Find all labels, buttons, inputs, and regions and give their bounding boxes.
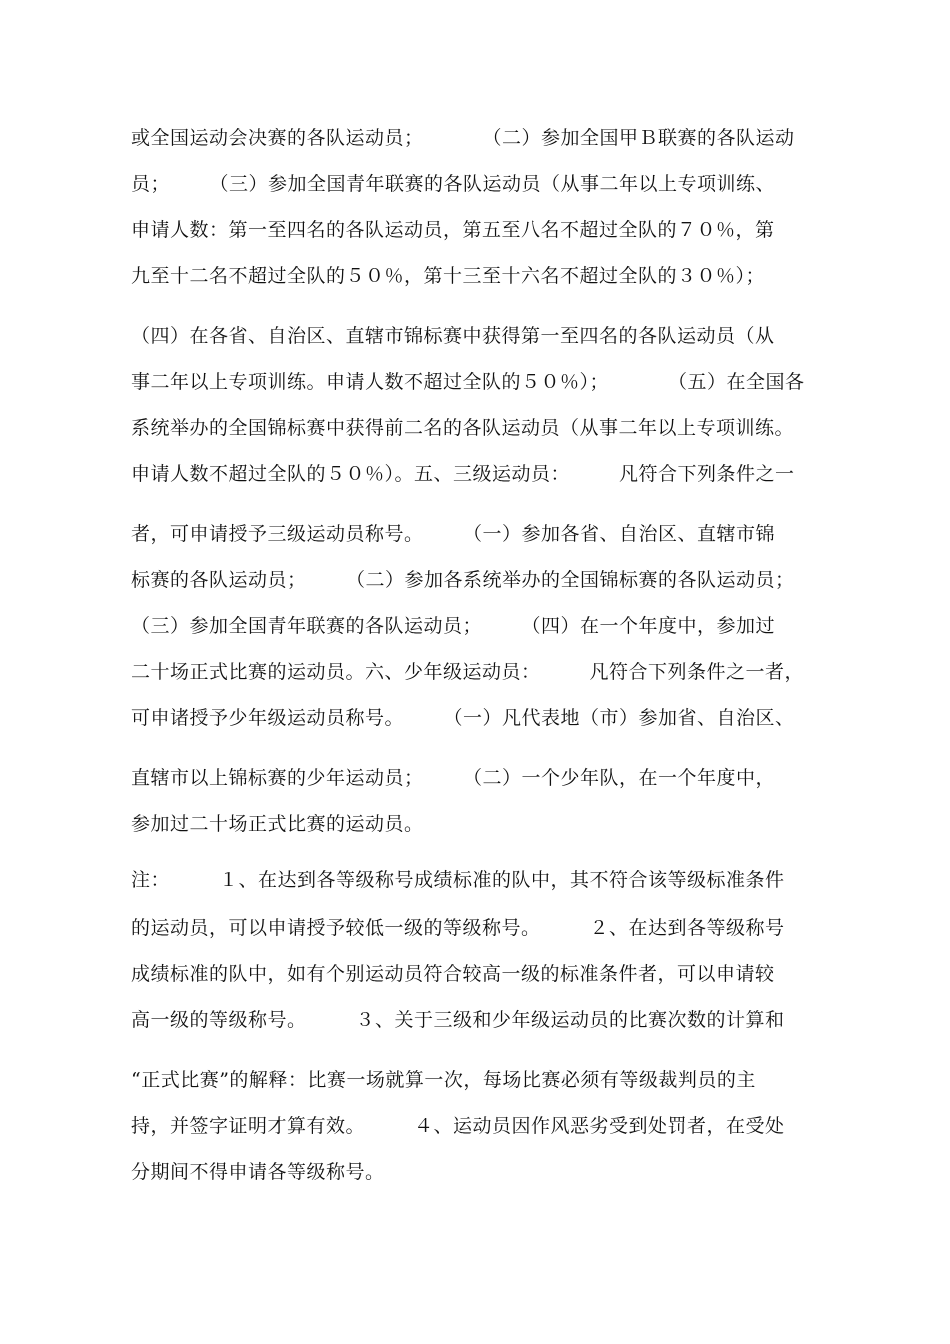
text-line: 九至十二名不超过全队的５０％，第十三至十六名不超过全队的３０％）；	[131, 265, 766, 287]
text-line: 持，并签字证明才算有效。 ４、运动员因作风恶劣受到处罚者，在受处	[131, 1115, 785, 1137]
text-line: 事二年以上专项训练。申请人数不超过全队的５０％）； （五）在全国各	[131, 371, 805, 393]
text-line: 直辖市以上锦标赛的少年运动员； （二）一个少年队，在一个年度中，	[131, 767, 776, 789]
text-line: （三）参加全国青年联赛的各队运动员； （四）在一个年度中，参加过	[131, 615, 776, 637]
text-line: 申请人数：第一至四名的各队运动员，第五至八名不超过全队的７０％，第	[131, 219, 775, 241]
text-line: 高一级的等级称号。 ３、关于三级和少年级运动员的比赛次数的计算和	[131, 1009, 785, 1031]
text-line: 或全国运动会决赛的各队运动员； （二）参加全国甲Ｂ联赛的各队运动	[131, 127, 795, 149]
text-line: 参加过二十场正式比赛的运动员。	[131, 813, 424, 835]
text-line: 成绩标准的队中，如有个别运动员符合较高一级的标准条件者，可以申请较	[131, 963, 775, 985]
text-line: 员； （三）参加全国青年联赛的各队运动员（从事二年以上专项训练、	[131, 173, 776, 195]
text-line: 申请人数不超过全队的５０％）。五、三级运动员： 凡符合下列条件之一	[131, 463, 795, 485]
text-line: 系统举办的全国锦标赛中获得前二名的各队运动员（从事二年以上专项训练。	[131, 417, 795, 439]
text-line: （四）在各省、自治区、直辖市锦标赛中获得第一至四名的各队运动员（从	[131, 325, 775, 347]
text-line: “正式比赛”的解释：比赛一场就算一次，每场比赛必须有等级裁判员的主	[131, 1069, 756, 1091]
text-line: 者，可申请授予三级运动员称号。 （一）参加各省、自治区、直辖市锦	[131, 523, 776, 545]
text-line: 可申诸授予少年级运动员称号。 （一）凡代表地（市）参加省、自治区、	[131, 707, 795, 729]
text-line: 标赛的各队运动员； （二）参加各系统举办的全国锦标赛的各队运动员；	[131, 569, 795, 591]
text-line: 的运动员，可以申请授予较低一级的等级称号。 ２、在达到各等级称号	[131, 917, 785, 939]
text-line: 注： １、在达到各等级称号成绩标准的队中，其不符合该等级标准条件	[131, 869, 785, 891]
text-line: 二十场正式比赛的运动员。六、少年级运动员： 凡符合下列条件之一者，	[131, 661, 805, 683]
text-line: 分期间不得申请各等级称号。	[131, 1161, 385, 1183]
